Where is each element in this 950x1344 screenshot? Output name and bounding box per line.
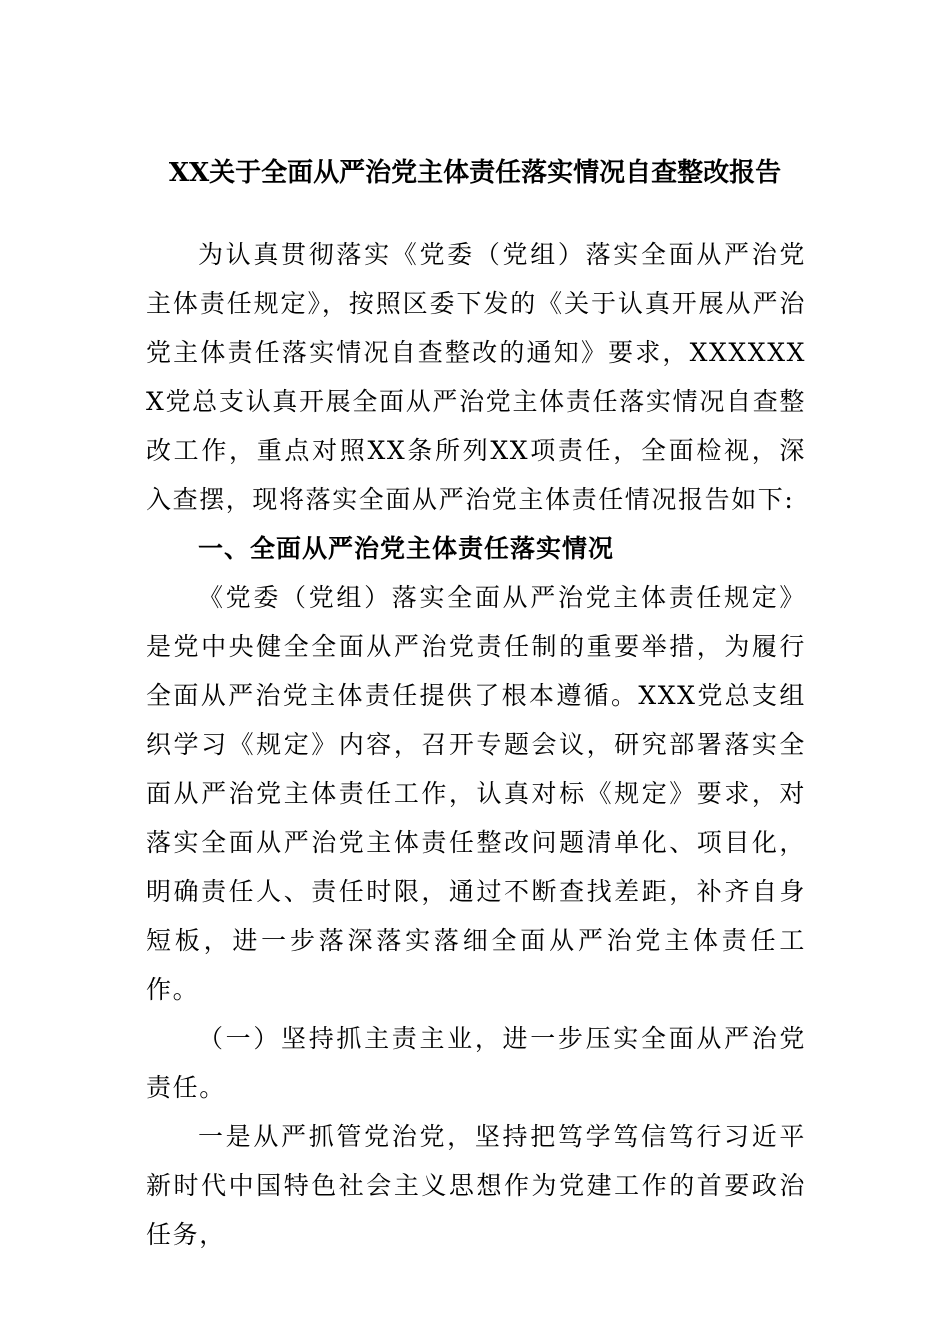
subsection-heading-1: （一）坚持抓主责主业，进一步压实全面从严治党责任。 — [146, 1024, 806, 1102]
document-body — [146, 230, 806, 1259]
subsection-paragraph-1: 一是从严抓管党治党，坚持把笃学笃信笃行习近平新时代中国特色社会主义思想作为党建工作的首要政治任务， — [146, 1122, 806, 1249]
intro-paragraph: 为认真贯彻落实《党委（党组）落实全面从严治党主体责任规定》，按照区委下发的《关于认真开展从严治党主体责任落实情况自查整改的通知》要求，XXXXXXX党总支认真开展全面从严治党主体责任落实情况自查整改工作，重点对照XX条所列XX项责任，全面检视，深入查摆，现将落实全面从严治党主体责任情况报告如下: — [146, 240, 806, 514]
document-title: XX关于全面从严治党主体责任落实情况自查整改报告 — [168, 158, 782, 188]
section-paragraph-1: 《党委（党组）落实全面从严治党主体责任规定》是党中央健全全面从严治党责任制的重要举措，为履行全面从严治党主体责任提供了根本遵循。XXX党总支组织学习《规定》内容，召开专题会议，研究部署落实全面从严治党主体责任工作，认真对标《规定》要求，对落实全面从严治党主体责任整改问题清单化、项目化，明确责任人、责任时限，通过不断查找差距，补齐自身短板，进一步落深落实落细全面从严治党主体责任工作。 — [146, 583, 806, 1004]
section-heading-1: 一、全面从严治党主体责任落实情况 — [198, 534, 615, 563]
